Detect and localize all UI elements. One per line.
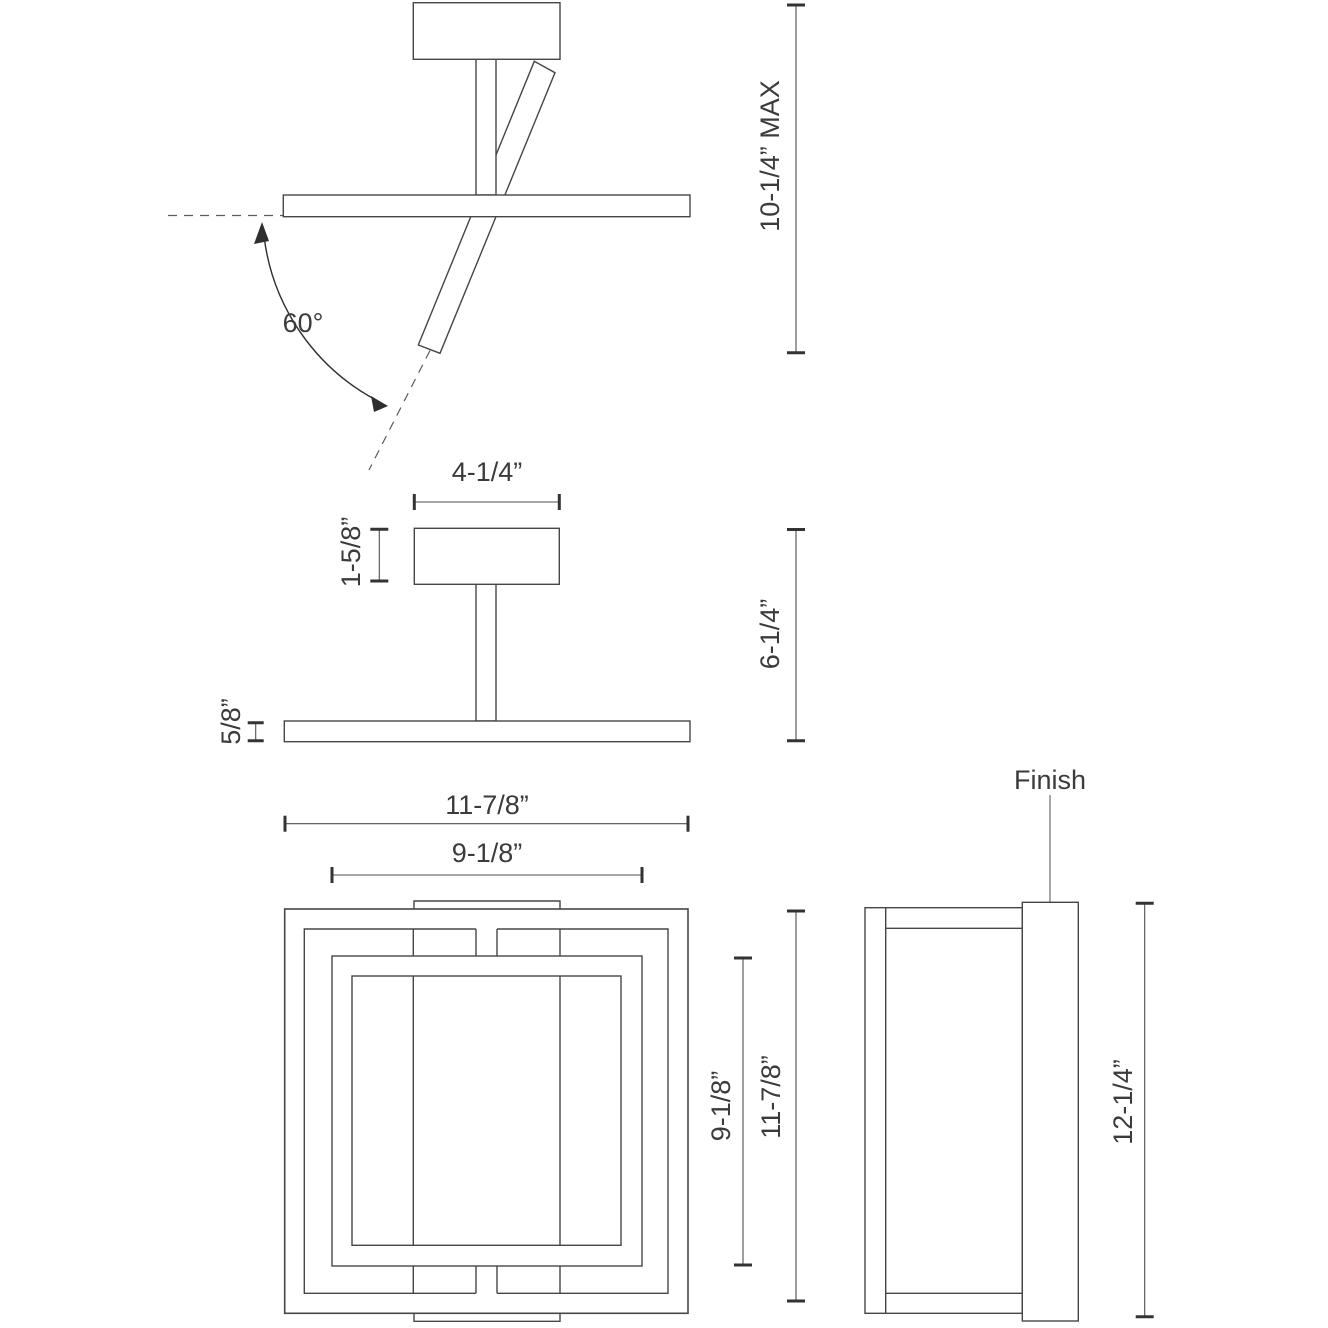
bottom-connector-lines <box>413 1266 560 1293</box>
dimension-bar-thickness <box>216 698 264 745</box>
max-height-label: 10-1/4” MAX <box>755 80 785 232</box>
dimension-canopy-width <box>414 457 559 510</box>
canopy <box>414 528 559 584</box>
overall-height-label: 11-7/8” <box>756 1055 786 1139</box>
dimension-overall-height <box>756 911 805 1301</box>
dimension-profile-height <box>1108 903 1154 1316</box>
body-height-label: 6-1/4” <box>755 598 785 670</box>
profile-height-label: 12-1/4” <box>1108 1059 1138 1145</box>
profile-body <box>865 908 1022 1314</box>
canopy-height-label: 1-5/8” <box>336 516 366 588</box>
profile-side-view <box>865 765 1154 1321</box>
third-square-frame <box>332 956 642 1266</box>
outer-square-frame <box>285 909 688 1313</box>
inner-width-label: 9-1/8” <box>451 838 523 868</box>
dimension-inner-width <box>332 838 642 883</box>
dimension-max-height <box>755 5 805 353</box>
second-square-frame <box>304 929 668 1293</box>
bar-thickness-label: 5/8” <box>216 698 246 745</box>
plan-view <box>285 790 805 1321</box>
finish-label: Finish <box>1013 765 1087 795</box>
profile-glass-bar <box>1022 902 1078 1321</box>
dimension-overall-width <box>285 790 688 832</box>
arc-arrowhead-up-icon <box>254 222 269 244</box>
tilt-axis-dashed-line <box>369 351 430 471</box>
light-bar <box>284 721 690 742</box>
stem <box>476 584 496 721</box>
angle-label: 60° <box>282 308 324 338</box>
inner-height-label: 9-1/8” <box>706 1070 736 1142</box>
front-side-view <box>216 457 805 745</box>
cross-arm <box>283 195 690 217</box>
canopy-tab-top <box>414 901 560 909</box>
dimension-inner-height <box>706 958 752 1265</box>
dimension-body-height <box>755 530 805 741</box>
top-connector-lines <box>413 929 560 956</box>
canopy-tab-bottom <box>414 1313 560 1321</box>
stem <box>476 59 496 195</box>
canopy-width-label: 4-1/4” <box>451 457 523 487</box>
inner-square-glass <box>352 976 621 1245</box>
glass-bar-edges <box>413 976 560 1245</box>
dimension-canopy-height <box>336 517 388 588</box>
overall-width-label: 11-7/8” <box>445 790 529 820</box>
tilted-side-view <box>168 3 805 470</box>
arc-arrowhead-right-icon <box>371 396 388 412</box>
canopy <box>413 3 560 60</box>
